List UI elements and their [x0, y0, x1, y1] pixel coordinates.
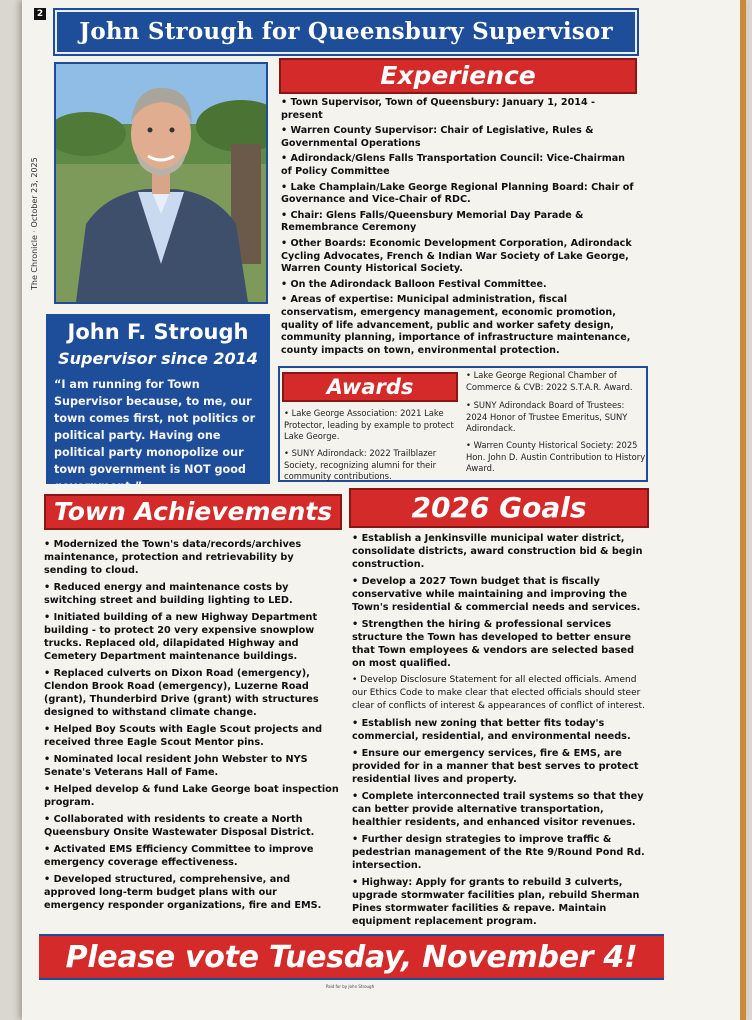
- list-item: • Helped Boy Scouts with Eagle Scout projects and received three Eagle Scout Mentor pins.: [44, 724, 323, 748]
- list-item: • Highway: Apply for grants to rebuild 3 culverts, upgrade stormwater facilities plan, rebuild Sherman Pines stormwater facilities & repave. Maintain equipment replacement program.: [352, 877, 640, 927]
- candidate-quote: “I am running for Town Supervisor because, to me, our town comes first, not politics or political party. Having one political party monopolize our town government is NOT good government.”: [54, 378, 256, 493]
- goals-heading: 2026 Goals: [349, 488, 649, 528]
- list-item: • Helped develop & fund Lake George boat inspection program.: [44, 784, 339, 808]
- list-item: • Other Boards: Economic Development Corporation, Adirondack Cycling Advocates, French & Indian War Society of Lake George, Warren County Historical Society.: [281, 237, 632, 275]
- candidate-name: John F. Strough: [67, 320, 249, 344]
- publication-caption: The Chronicle · October 23, 2025: [30, 157, 39, 290]
- candidate-photo: [54, 62, 268, 304]
- list-item: • Ensure our emergency services, fire & EMS, are provided for in a manner that best serves to protect residential lives and property.: [352, 748, 639, 785]
- award-item: • SUNY Adirondack Board of Trustees: 2024 Honor of Trustee Emeritus, SUNY Adirondack.: [466, 400, 628, 433]
- list-item: • Reduced energy and maintenance costs by switching street and building lighting to LED.: [44, 582, 293, 606]
- list-item: • Areas of expertise: Municipal administration, fiscal conservatism, emergency management, economic promotion, quality of life advancement, public and worker safety design, community planning, importance of infrastructure maintenance, county impacts on town, environmental protection.: [281, 294, 631, 356]
- experience-heading: Experience: [279, 58, 637, 94]
- list-item: • Town Supervisor, Town of Queensbury: January 1, 2014 - present: [281, 97, 595, 121]
- list-item: • Collaborated with residents to create a North Queensbury Onsite Wastewater Disposal District.: [44, 814, 315, 838]
- list-item: • Initiated building of a new Highway Department building - to protect 20 very expensive snowplow trucks. Replaced old, dilapidated Highway and Cemetery Department maintenance buildings.: [44, 612, 318, 662]
- portrait-illustration: [56, 64, 266, 302]
- list-item: • Further design strategies to improve traffic & pedestrian management of the Rte 9/Round Pond Rd. intersection.: [352, 834, 645, 871]
- awards-box: [278, 366, 648, 482]
- list-item: • Develop a 2027 Town budget that is fiscally conservative while maintaining and improving the Town's residential & commercial needs and services.: [352, 576, 641, 613]
- award-item: • Warren County Historical Society: 2025 Hon. John D. Austin Contribution to History Award.: [466, 440, 646, 473]
- list-item: • Replaced culverts on Dixon Road (emergency), Clendon Brook Road (emergency), Luzerne Road (grant), Thunderbird Drive (grant) with structures designed to withstand climate change.: [44, 668, 319, 718]
- list-item: • Establish a Jenkinsville municipal water district, consolidate districts, award construction bid & begin construction.: [352, 533, 643, 570]
- awards-heading: Awards: [282, 372, 458, 402]
- list-item: • Lake Champlain/Lake George Regional Planning Board: Chair of Governance and Vice-Chair of RDC.: [281, 181, 634, 206]
- candidate-tenure: Supervisor since 2014: [58, 349, 258, 368]
- list-item: • Warren County Supervisor: Chair of Legislative, Rules & Governmental Operations: [281, 125, 594, 149]
- vote-banner: Please vote Tuesday, November 4!: [39, 934, 664, 980]
- list-item: • Developed structured, comprehensive, and approved long-term budget plans with our emergency responder organizations, fire and EMS.: [44, 874, 322, 911]
- page-title: John Strough for Queensbury Supervisor: [55, 10, 637, 54]
- paid-for-notice: Paid for by John Strough: [325, 984, 375, 989]
- goals-list: [352, 532, 648, 932]
- list-item: • Strengthen the hiring & professional services structure the Town has developed to better ensure that Town employees & vendors are selected based on most qualified.: [352, 619, 635, 669]
- list-item: • Activated EMS Efficiency Committee to improve emergency coverage effectiveness.: [44, 844, 314, 868]
- award-item: • Lake George Regional Chamber of Commerce & CVB: 2022 S.T.A.R. Award.: [466, 370, 633, 392]
- experience-list: [281, 97, 637, 360]
- list-item: • Modernized the Town's data/records/archives maintenance, protection and retrievability by sending to cloud.: [44, 539, 302, 576]
- page-edge: [740, 0, 746, 1020]
- list-item: • Chair: Glens Falls/Queensbury Memorial Day Parade & Remembrance Ceremony: [281, 209, 584, 234]
- list-item: • Nominated local resident John Webster to NYS Senate's Veterans Hall of Fame.: [44, 754, 308, 778]
- profile-box: [46, 314, 270, 493]
- achievements-list: [44, 538, 340, 916]
- list-item: • Develop Disclosure Statement for all elected officials. Amend our Ethics Code to make clear that elected officials should steer clear of conflicts of interest & appearances of conflict of interest.: [352, 675, 645, 711]
- award-item: • SUNY Adirondack: 2022 Trailblazer Society, recognizing alumni for their community contributions.: [284, 448, 437, 481]
- list-item: • Adirondack/Glens Falls Transportation Council: Vice-Chairman of Policy Committee: [281, 153, 625, 177]
- list-item: • Complete interconnected trail systems so that they can better provide alternative transportation, healthier residents, and enhanced visitor revenues.: [352, 791, 644, 828]
- list-item: • Establish new zoning that better fits today's commercial, residential, and environmental needs.: [352, 718, 631, 742]
- page-number: 2: [34, 8, 46, 20]
- list-item: • On the Adirondack Balloon Festival Committee.: [281, 278, 547, 290]
- award-item: • Lake George Association: 2021 Lake Protector, leading by example to protect Lake George.: [284, 408, 454, 441]
- achievements-heading: Town Achievements: [44, 494, 342, 530]
